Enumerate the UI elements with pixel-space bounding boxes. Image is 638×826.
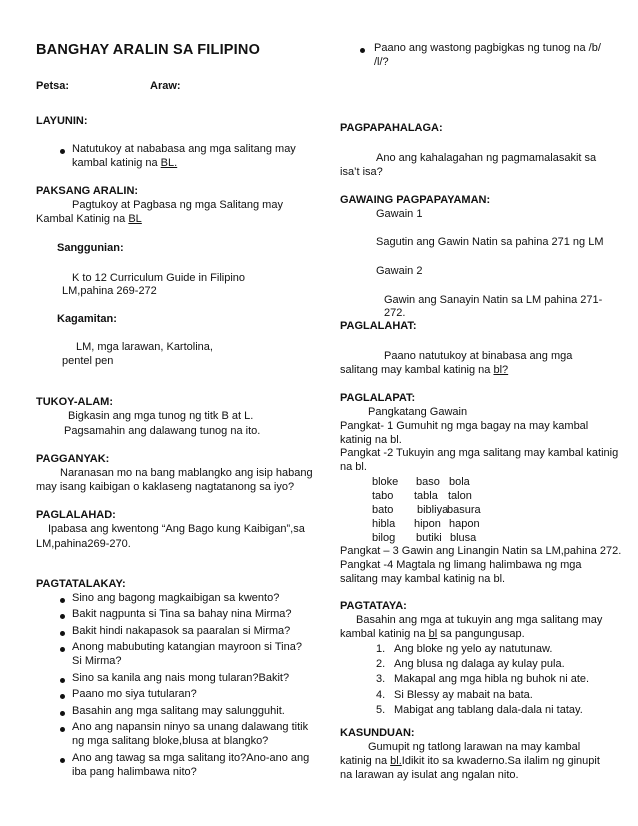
bullet-icon [60, 598, 65, 603]
pagtatalakay-item: iba pang halimbawa nito? [72, 765, 197, 778]
gawain2-label: Gawain 2 [376, 265, 423, 277]
pagtataya-item: Ang bloke ng yelo ay natutunaw. [394, 643, 553, 655]
bullet-icon [60, 758, 65, 763]
pagganyak-line2: may isang kaibigan o kaklaseng nagtatanong sa iyo? [36, 481, 295, 493]
paglalahat-line1: Paano natutukoy at binabasa ang mga [384, 350, 573, 362]
word-cell: bilog [372, 532, 396, 544]
layunin-line2: kambal katinig na BL. [72, 157, 178, 169]
word-cell: basura [447, 504, 481, 516]
pagtatalakay-item: Bakit nagpunta si Tina sa bahay nina Mirma? [72, 608, 292, 621]
paglalahad-line2: LM,pahina269-270. [36, 538, 131, 550]
word-cell: tabo [372, 490, 394, 502]
pagpapahalaga-line1: Ano ang kahalagahan ng pagmamalasakit sa [376, 152, 597, 164]
bullet-icon [60, 711, 65, 716]
right-top-line1: Paano ang wastong pagbigkas ng tunog na /b/ [374, 42, 601, 54]
pangkat2-line2: na bl. [340, 461, 367, 473]
word-cell: blusa [450, 532, 477, 544]
gawain1-text: Sagutin ang Gawin Natin sa pahina 271 ng LM [376, 236, 604, 248]
pagpapahalaga-heading: PAGPAPAHALAGA: [340, 122, 443, 134]
right-top-line2: /l/? [374, 56, 389, 68]
paksang-aralin-line1: Pagtukoy at Pagbasa ng mga Salitang may [72, 199, 283, 211]
word-cell: tabla [414, 490, 438, 502]
bullet-icon [360, 48, 365, 53]
kasunduan-line3: na larawan ay isulat ang ngalan nito. [340, 769, 519, 781]
word-cell: hipon [414, 518, 441, 530]
bullet-icon [60, 694, 65, 699]
kagamitan-line2: pentel pen [62, 355, 114, 367]
pagtatalakay-item: Sino ang bagong magkaibigan sa kwento? [72, 592, 280, 604]
tukoy-alam-line1: Bigkasin ang mga tunog ng titk B at L. [68, 410, 254, 422]
pangkat3: Pangkat – 3 Gawin ang Linangin Natin sa LM,pahina 272. [340, 545, 622, 557]
pangkat4-line1: Pangkat -4 Magtala ng limang halimbawa ng mga [340, 559, 582, 571]
kasunduan-line1: Gumupit ng tatlong larawan na may kambal [368, 741, 581, 753]
pagtatalakay-item: Si Mirma? [72, 655, 122, 668]
kasunduan-line2: katinig na bl.Idikit ito sa kwaderno.Sa ilalim ng ginupit [340, 755, 600, 767]
kagamitan-heading: Kagamitan: [57, 313, 117, 325]
pangkat1-line1: Pangkat- 1 Gumuhit ng mga bagay na may kambal [340, 420, 589, 432]
bullet-icon [60, 631, 65, 636]
pagtatalakay-heading: PAGTATALAKAY: [36, 578, 126, 590]
item-number: 1. [376, 643, 386, 655]
pagtatalakay-item: Ano ang napansin ninyo sa unang dalawang titik [72, 721, 309, 733]
pagtataya-heading: PAGTATAYA: [340, 600, 407, 612]
bullet-icon [60, 614, 65, 619]
pagganyak-heading: PAGGANYAK: [36, 453, 110, 465]
item-number: 3. [376, 673, 386, 686]
pangkatang-gawain: Pangkatang Gawain [368, 406, 468, 418]
pangkat2-line1: Pangkat -2 Tukuyin ang mga salitang may kambal katinig [340, 447, 619, 459]
pagtatalakay-item: Anong mabubuting katangian mayroon si Tina? [72, 641, 302, 654]
sanggunian-heading: Sanggunian: [57, 242, 124, 254]
pagtatalakay-item: Sino sa kanila ang nais mong tularan?Bakit? [72, 671, 290, 684]
pagganyak-line1: Naranasan mo na bang mablangko ang isip habang [60, 467, 313, 479]
paglalahad-heading: PAGLALAHAD: [36, 509, 116, 521]
page-title: BANGHAY ARALIN SA FILIPINO [36, 42, 261, 58]
sanggunian-line2: LM,pahina 269-272 [62, 285, 157, 297]
paglalapat-heading: PAGLALAPAT: [340, 392, 416, 404]
gawaing-pagpapayaman-heading: GAWAING PAGPAPAYAMAN: [340, 194, 491, 206]
word-cell: bola [449, 476, 470, 488]
pagtataya-item: Mabigat ang tablang dala-dala ni tatay. [394, 703, 583, 716]
item-number: 5. [376, 703, 386, 716]
word-cell: bloke [372, 476, 399, 488]
bullet-icon [60, 678, 65, 683]
paksang-aralin-line2: Kambal Katinig na BL [36, 213, 142, 225]
paksang-aralin-heading: PAKSANG ARALIN: [36, 185, 139, 197]
pagtataya-item: Makapal ang mga hibla ng buhok ni ate. [394, 673, 590, 686]
pagtataya-item: Si Blessy ay mabait na bata. [394, 688, 533, 701]
tukoy-alam-heading: TUKOY-ALAM: [36, 396, 113, 408]
pagtatalakay-item: Paano mo siya tutularan? [72, 688, 197, 701]
word-cell: hapon [449, 518, 480, 530]
pagtataya-line1: Basahin ang mga at tukuyin ang mga salitang may [356, 614, 603, 626]
pagpapahalaga-line2: isa’t isa? [340, 166, 383, 178]
gawain2-line1: Gawin ang Sanayin Natin sa LM pahina 271- [384, 294, 603, 306]
sanggunian-line1: K to 12 Curriculum Guide in Filipino [72, 272, 246, 284]
bullet-icon [60, 727, 65, 732]
pagtatalakay-item: Bakit hindi nakapasok sa paaralan si Mirma? [72, 624, 291, 637]
kagamitan-line1: LM, mga larawan, Kartolina, [76, 341, 213, 353]
pagtataya-line2: kambal katinig na bl sa pangungusap. [340, 628, 525, 640]
tukoy-alam-line2: Pagsamahin ang dalawang tunog na ito. [64, 425, 261, 437]
word-cell: hibla [372, 518, 396, 530]
pangkat1-line2: katinig na bl. [340, 434, 402, 446]
gawain1-label: Gawain 1 [376, 208, 423, 220]
word-cell: butiki [416, 532, 442, 544]
paglalahad-line1: Ipabasa ang kwentong “Ang Bago kung Kaibigan”,sa [48, 523, 305, 535]
word-cell: talon [448, 490, 472, 502]
pagtatalakay-item: Ano ang tawag sa mga salitang ito?Ano-ano ang [72, 751, 310, 764]
paglalahat-heading: PAGLALAHAT: [340, 320, 417, 332]
araw-label: Araw: [150, 80, 181, 92]
word-cell: baso [416, 476, 440, 488]
layunin-heading: LAYUNIN: [36, 115, 88, 127]
pagtatalakay-item: Basahin ang mga salitang may salungguhit. [72, 704, 285, 717]
kasunduan-heading: KASUNDUAN: [340, 727, 415, 739]
gawain2-line2: 272. [384, 307, 406, 319]
bullet-icon [60, 647, 65, 652]
layunin-line1: Natutukoy at nababasa ang mga salitang may [72, 143, 296, 155]
item-number: 2. [376, 658, 386, 671]
pagtataya-item: Ang blusa ng dalaga ay kulay pula. [394, 658, 565, 671]
pangkat4-line2: salitang may kambal katinig na bl. [340, 573, 506, 585]
item-number: 4. [376, 688, 386, 701]
word-cell: bibliya [417, 504, 449, 516]
pagtatalakay-item: ng mga salitang bloke,blusa at blangko? [72, 735, 269, 748]
paglalahat-line2: salitang may kambal katinig na bl? [340, 364, 509, 376]
bullet-icon [60, 149, 65, 154]
petsa-label: Petsa: [36, 80, 70, 92]
word-cell: bato [372, 504, 394, 516]
